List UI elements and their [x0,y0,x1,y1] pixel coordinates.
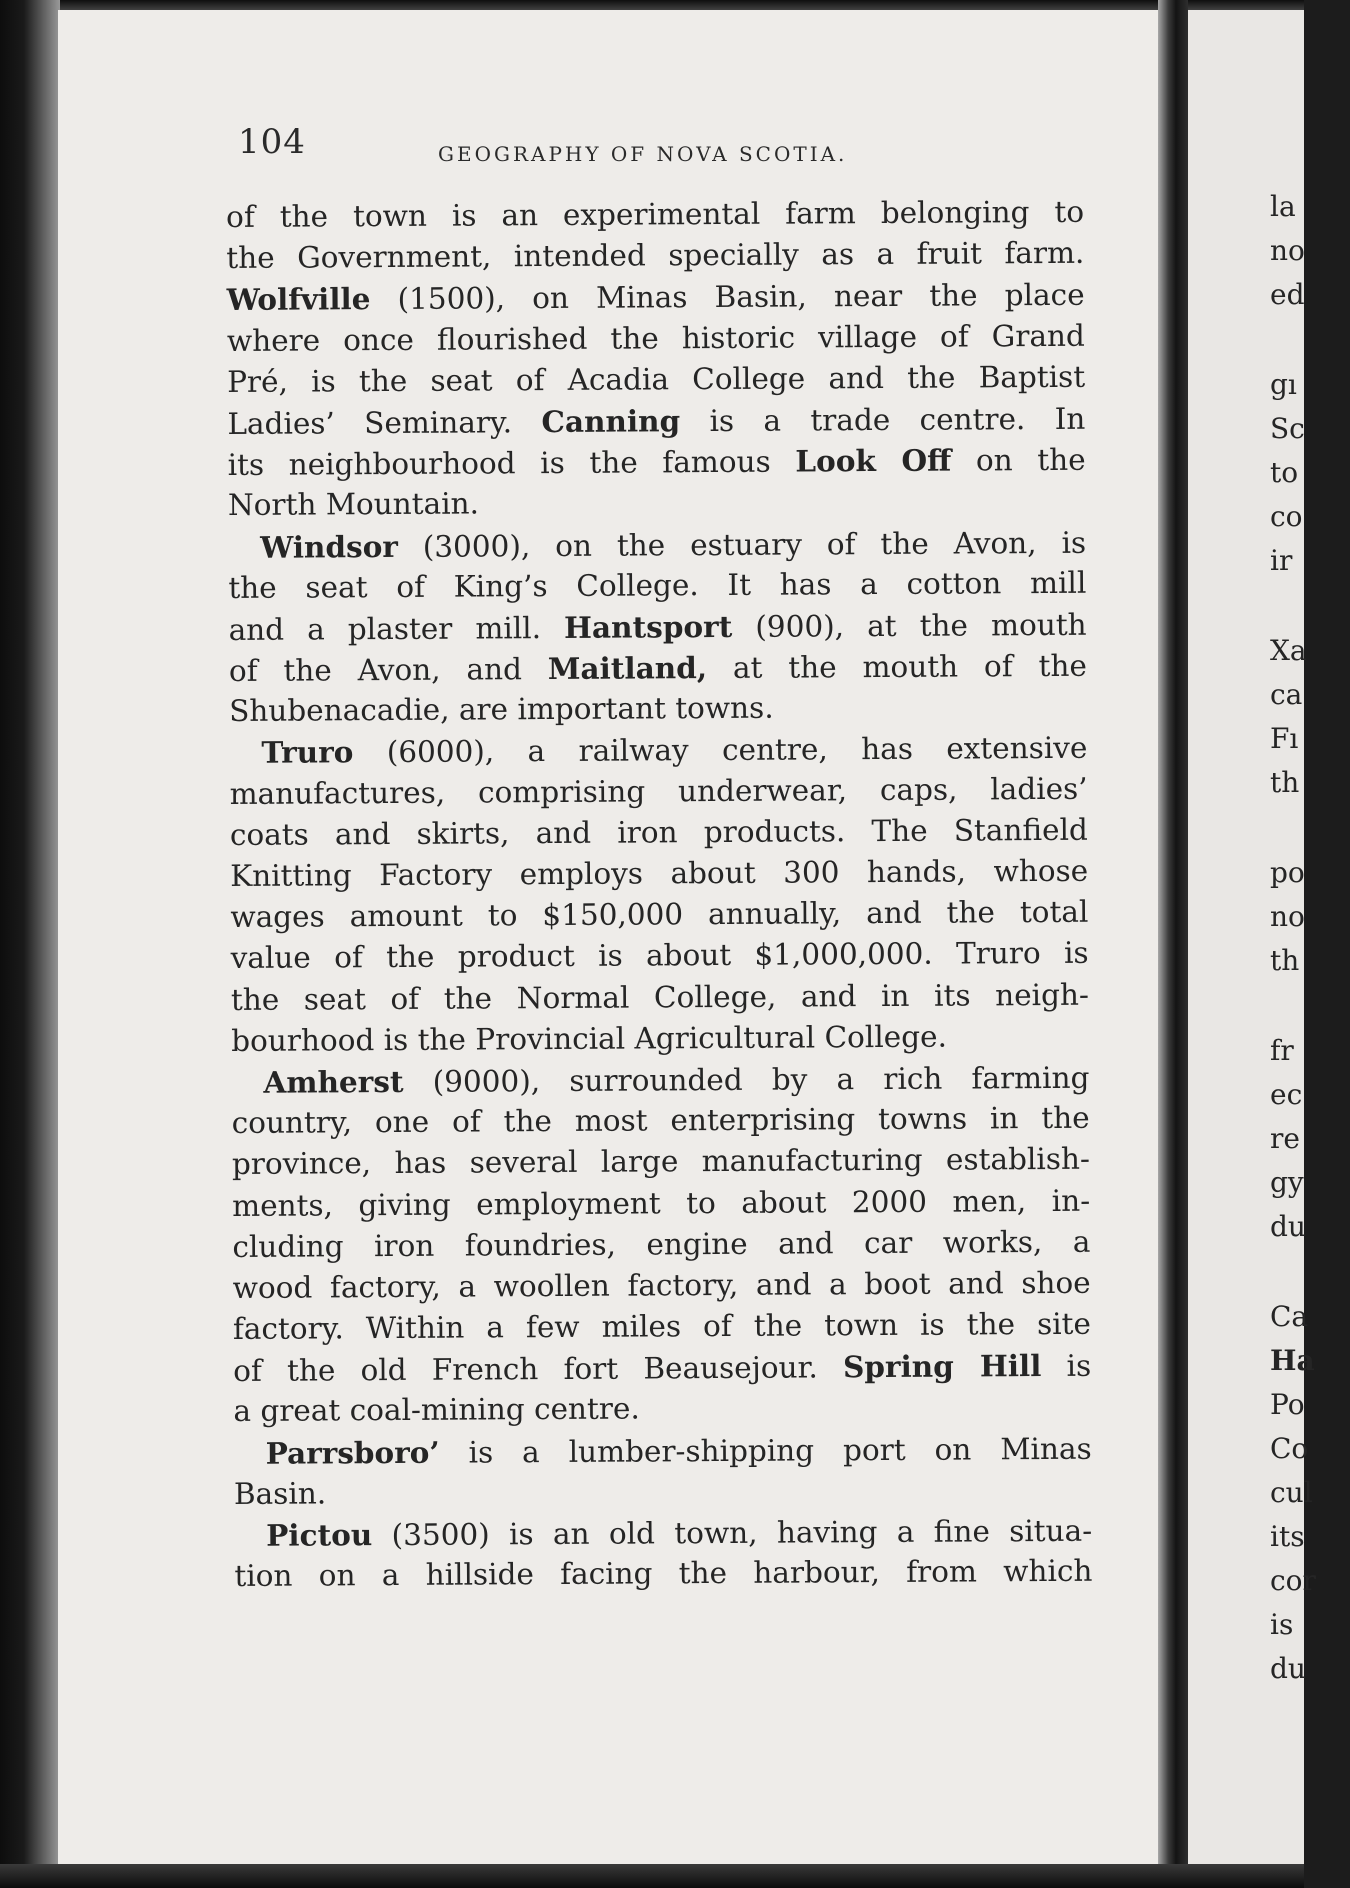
facing-page-fragment: re [1270,1122,1300,1155]
text-run: ments, giving employment to about 2000 men, in- [232,1183,1091,1223]
place-name: Maitland, [547,650,708,687]
text-line [233,1263,1091,1309]
text-run: cluding iron foundries, engine and car works, a [232,1224,1091,1264]
paragraph [234,1510,1092,1598]
text-run: country, one of the most enterprising towns in the [231,1100,1090,1141]
page-header [238,122,1098,172]
paragraph [234,1427,1092,1515]
place-name: Pictou [266,1517,373,1553]
text-line [227,357,1085,403]
facing-page-fragment: to [1270,456,1299,489]
text-line [231,1015,1089,1061]
facing-page-fragment: co [1270,500,1303,533]
text-line [227,315,1085,361]
text-line [232,1098,1090,1144]
text-run: (1500), on Minas Basin, near the place [370,278,1085,317]
place-name: Amherst [263,1063,404,1100]
text-line [234,1469,1092,1515]
facing-page-fragment: po [1270,856,1305,889]
text-run: of the old French fort Beausejour. [233,1350,844,1389]
text-run: (900), at the mouth [732,607,1087,644]
page-number: 104 [238,122,306,162]
text-run: the Government, intended specially as a fruit farm. [226,235,1085,276]
text-run: a great coal-mining centre. [233,1391,640,1429]
scan-bottom-edge [0,1864,1304,1888]
text-run: and a plaster mill. [228,610,565,647]
text-run: at the mouth of the [707,648,1087,686]
text-line [229,727,1087,773]
text-line [231,933,1089,979]
text-run: its neighbourhood is the famous [227,444,796,483]
text-line [230,851,1088,897]
place-name: Windsor [260,528,398,565]
text-line [231,974,1089,1020]
text-line [230,810,1088,856]
text-line [228,480,1086,526]
text-line [228,439,1086,485]
text-run: North Mountain. [227,486,480,523]
paragraph [231,1057,1091,1433]
text-run: coats and skirts, and iron products. The Stanfield [229,812,1088,852]
place-name: Wolfville [226,281,371,318]
facing-page-fragment: ed [1270,278,1305,311]
facing-page-fragment: cul [1270,1476,1313,1509]
text-line [227,398,1085,444]
facing-page-fragment: cor [1270,1564,1316,1597]
text-line [226,233,1084,279]
facing-page-fragment: its [1270,1520,1305,1553]
text-run: tion on a hillside facing the harbour, from which [234,1553,1093,1594]
text-run: of the Avon, and [228,652,548,689]
place-name: Parrsboro’ [265,1434,440,1471]
facing-page-fragment: Ca [1270,1300,1309,1333]
text-line [228,521,1086,567]
running-title: GEOGRAPHY OF NOVA SCOTIA. [438,142,848,166]
text-run: Shubenacadie, are important towns. [229,690,774,729]
facing-page-fragment: is [1270,1608,1294,1641]
text-run: (3500) is an old town, having a fine situa- [372,1513,1093,1553]
facing-page-fragment: du [1270,1652,1306,1685]
text-run: (9000), surrounded by a rich farming [403,1060,1090,1099]
text-line [229,645,1087,691]
text-line [229,686,1087,732]
body-text [226,192,1093,1598]
facing-page-fragment: th [1270,766,1300,799]
text-run: of the town is an experimental farm belonging to [226,194,1085,234]
text-line [227,274,1085,320]
text-run: Pré, is the seat of Acadia College and the Baptist [227,359,1086,399]
facing-page-fragment: gı [1270,368,1297,401]
text-line [232,1139,1090,1185]
text-line [229,604,1087,650]
place-name: Canning [541,403,681,440]
text-line [234,1510,1092,1556]
place-name: Look Off [795,442,952,479]
text-run: Ladies’ Seminary. [227,405,542,441]
facing-page-fragment: fr [1270,1034,1294,1067]
text-run: wood factory, a woollen factory, and a boot and shoe [232,1265,1091,1305]
text-line [226,192,1084,238]
facing-page-fragment: Fı [1270,722,1299,755]
text-run: is [1041,1348,1092,1384]
paragraph [229,727,1089,1062]
place-name: Truro [261,734,354,771]
place-name: Spring Hill [842,1348,1042,1385]
text-run: (3000), on the estuary of the Avon, is [397,525,1087,564]
facing-page-fragment: ca [1270,678,1303,711]
text-run: where once flourished the historic village of Grand [226,318,1085,358]
book-binding-edge [0,0,60,1888]
text-line [232,1221,1090,1267]
text-run: Basin. [233,1476,327,1511]
text-run: the seat of the Normal College, and in its neigh- [230,977,1089,1017]
place-name: Hantsport [564,608,733,645]
text-line [232,1180,1090,1226]
text-line [230,892,1088,938]
book-gutter [1158,0,1188,1888]
facing-page-fragment: Xa [1270,634,1307,667]
facing-page-edge [1188,10,1316,1866]
facing-page-fragment: th [1270,944,1300,977]
text-line [233,1386,1091,1432]
text-line [230,768,1088,814]
text-run: manufactures, comprising underwear, caps, ladies’ [229,771,1088,811]
text-run: the seat of King’s College. It has a cotton mill [228,565,1087,605]
text-run: on the [951,442,1086,478]
facing-page-fragment: Sc [1270,412,1305,445]
facing-page-fragment: Co [1270,1432,1309,1465]
text-line [234,1551,1092,1597]
text-run: province, has several large manufacturing establish- [231,1142,1090,1182]
text-line [231,1057,1089,1103]
text-run: value of the product is about $1,000,000. Truro is [230,936,1089,976]
facing-page-fragment: no [1270,900,1305,933]
paragraph [228,521,1087,732]
text-run: factory. Within a few miles of the town is the site [232,1306,1092,1347]
facing-page-fragment: ec [1270,1078,1303,1111]
text-line [233,1345,1091,1391]
facing-page-fragment: Ha [1270,1344,1315,1377]
text-line [233,1304,1091,1350]
text-run: is a trade centre. In [680,401,1086,439]
text-run: is a lumber-shipping port on Minas [439,1431,1092,1470]
text-run: Knitting Factory employs about 300 hands, whose [230,853,1089,893]
text-run: (6000), a railway centre, has extensive [353,731,1088,770]
facing-page-fragment: gy [1270,1166,1304,1199]
facing-page-fragment: no [1270,234,1305,267]
text-line [228,562,1086,608]
facing-page-fragment: ir [1270,544,1293,577]
paragraph [226,192,1086,527]
text-line [234,1427,1092,1473]
text-run: bourhood is the Provincial Agricultural College. [231,1019,947,1058]
text-run: wages amount to $150,000 annually, and the total [230,894,1089,935]
facing-page-fragment: la [1270,190,1296,223]
facing-page-fragment: Po [1270,1388,1305,1421]
facing-page-fragment: du [1270,1210,1306,1243]
